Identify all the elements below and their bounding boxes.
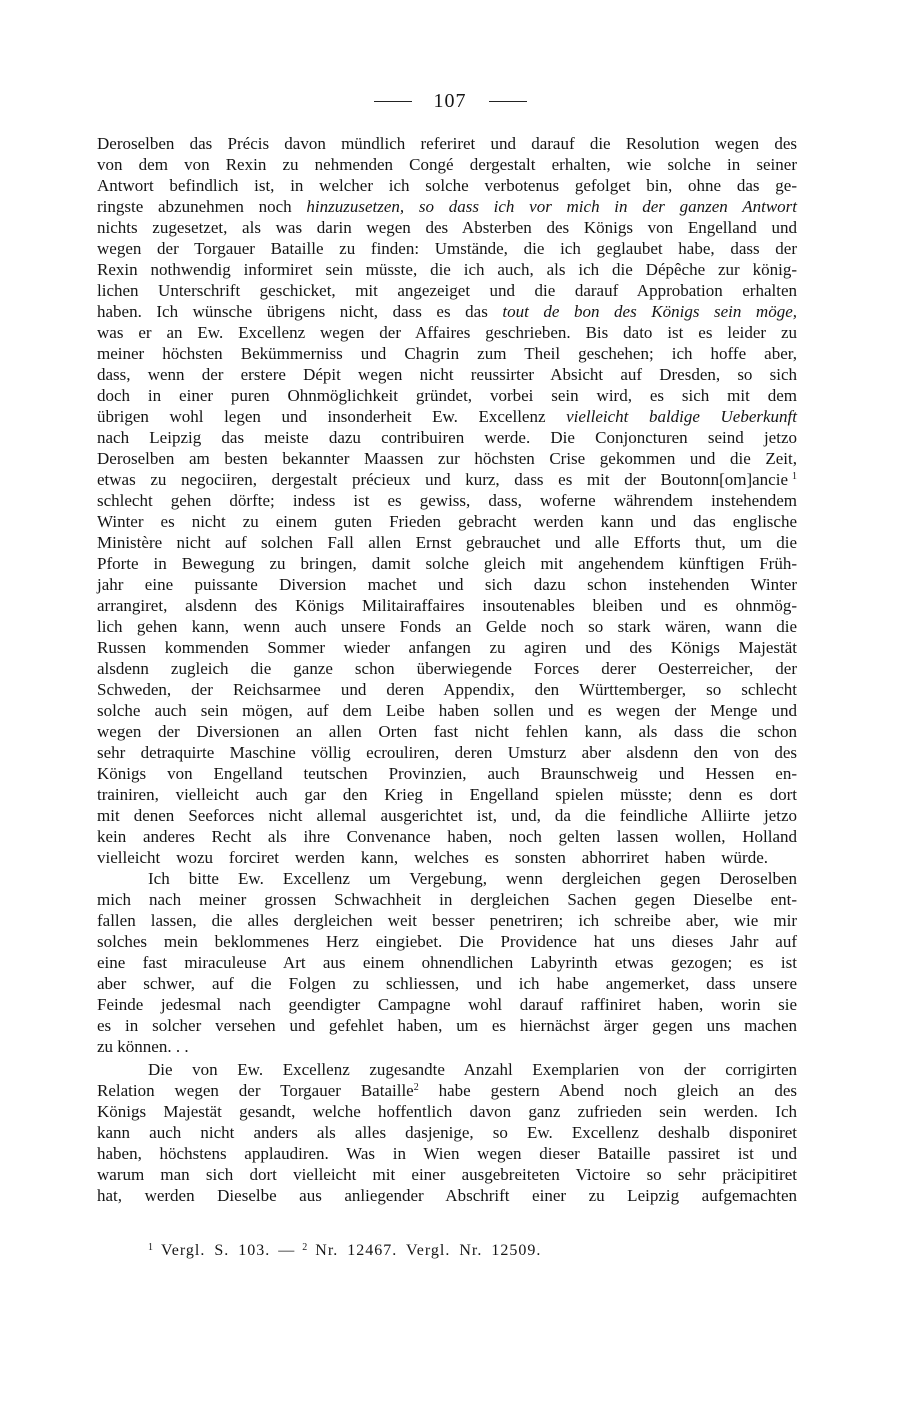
- footnote-2: [302, 1242, 541, 1259]
- text-line: Feinde jedesmal nach geendigter Campagne wohl darauf raffiniret haben, worin sie: [97, 995, 797, 1014]
- text-line: meiner höchsten Bekümmerniss und Chagrin zum Theil geschehen; ich hoffe aber,: [97, 344, 797, 363]
- page-number: 107: [433, 90, 467, 112]
- text-line: Schweden, der Reichsarmee und deren Appendix, den Württemberger, so schlecht: [97, 680, 797, 699]
- text-line: Pforte in Bewegung zu bringen, damit solche gleich mit angehendem künftigen Früh-: [97, 554, 797, 573]
- text-segment: haben. Ich wünsche übrigens nicht, dass es das: [97, 302, 503, 321]
- text-line: trainiren, vielleicht auch gar den Krieg in Engelland spielen müsste; denn es dort: [97, 785, 797, 804]
- text-line: solche auch sein mögen, auf dem Leibe haben sollen und es wegen der Menge und: [97, 701, 797, 720]
- text-line: Königs von Engelland teutschen Provinzien, auch Braunschweig und Hessen en-: [97, 764, 797, 783]
- text-line: lich gehen kann, wenn auch unsere Fonds an Gelde noch so stark wären, wann die: [97, 617, 797, 636]
- text-line: sehr detraquirte Maschine völlig ecrouliren, deren Umsturz aber alsdenn den von des: [97, 743, 797, 762]
- italic-text: vielleicht baldige Ueberkunft: [566, 407, 797, 426]
- text-line: es in solcher versehen und gefehlet haben, um es hiernächst ärger gegen uns machen: [97, 1016, 797, 1035]
- text-line: lichen Unterschrift geschicket, mit angezeiget und die darauf Approbation erhalten: [97, 281, 797, 300]
- text-line: Russen kommenden Sommer wieder anfangen zu agiren und des Königs Majestät: [97, 638, 797, 657]
- text-line: kann auch nicht anders als alles dasjenige, so Ew. Excellenz deshalb disponiret: [97, 1123, 797, 1142]
- footnote-text: Nr. 12467. Vergl. Nr. 12509.: [315, 1242, 542, 1259]
- text-line: aber schwer, auf die Folgen zu schliessen, und ich habe angemerket, dass unsere: [97, 974, 797, 993]
- paragraph: [97, 868, 797, 1057]
- text-line: [97, 406, 797, 427]
- paragraph: [97, 1059, 797, 1206]
- text-line: Ich bitte Ew. Excellenz um Vergebung, wenn dergleichen gegen Deroselben: [148, 869, 797, 888]
- text-line: was er an Ew. Excellenz wegen der Affaires geschrieben. Bis dato ist es leider zu: [97, 323, 797, 342]
- header-rule-left: [374, 101, 412, 102]
- text-line: Königs Majestät gesandt, welche hoffentlich davon ganz zufrieden sein werden. Ich: [97, 1102, 797, 1121]
- text-line: mich nach meiner grossen Schwachheit in dergleichen Sachen gegen Dieselbe ent-: [97, 890, 797, 909]
- footnote-separator: —: [278, 1242, 295, 1259]
- text-line: jahr eine puissante Diversion machet und sich dazu schon instehenden Winter: [97, 575, 797, 594]
- text-line: doch in einer puren Ohnmöglichkeit gründet, vorbei sein wird, es sich mit dem: [97, 386, 797, 405]
- text-segment: übrigen wohl legen und insonderheit Ew. Excellenz: [97, 407, 567, 426]
- text-line: mit denen Seeforces nicht allemal ausgerichtet ist, und, da die feindliche Alliirte jetzo: [97, 806, 797, 825]
- text-line: warum man sich dort vielleicht mit einer ausgebreiteten Victoire so sehr präcipitiret: [97, 1165, 797, 1184]
- footnote-text: Vergl. S. 103.: [161, 1242, 271, 1259]
- body-text: [97, 133, 797, 1206]
- text-line: arrangiret, alsdenn des Königs Militairaffaires insoutenables bleiben und es ohnmög-: [97, 596, 797, 615]
- text-line: Die von Ew. Excellenz zugesandte Anzahl Exemplarien von der corrigirten: [148, 1060, 797, 1079]
- text-line: nichts zugesetzet, als was darin wegen des Absterben des Königs von Engelland und: [97, 218, 797, 237]
- text-line: wegen der Diversionen an allen Orten fast nicht fehlen kann, als dass die schon: [97, 722, 797, 741]
- text-line: Deroselben am besten bekannter Maassen zur höchsten Crise gekommen und die Zeit,: [97, 449, 797, 468]
- footnotes: [148, 1241, 541, 1261]
- text-line: [97, 469, 797, 490]
- footnote-mark: 2: [302, 1242, 308, 1253]
- text-line: eine fast miraculeuse Art aus einem ohnendlichen Labyrinth etwas gezogen; es ist: [97, 953, 797, 972]
- text-line: alsdenn zugleich die ganze schon überwiegende Forces derer Oesterreicher, der: [97, 659, 797, 678]
- footnote-ref: 2: [413, 1082, 419, 1093]
- text-line: Rexin nothwendig informiret sein müsste, die ich auch, als ich die Dépêche zur könig-: [97, 260, 797, 279]
- text-line: kein anderes Recht als ihre Convenance haben, noch gelten lassen wollen, Holland: [97, 827, 797, 846]
- text-line: [97, 196, 797, 217]
- italic-text: hinzuzusetzen, so dass ich vor mich in der ganzen Antwort: [306, 197, 797, 216]
- text-segment: ringste abzunehmen noch: [97, 197, 307, 216]
- text-line: hat, werden Dieselbe aus anliegender Abschrift einer zu Leipzig aufgemachten: [97, 1186, 797, 1205]
- text-line: [97, 301, 797, 322]
- text-line: Deroselben das Précis davon mündlich referiret und darauf die Resolution wegen des: [97, 134, 797, 153]
- italic-text: tout de bon des Königs sein möge,: [502, 302, 797, 321]
- footnote-mark: 1: [148, 1242, 153, 1253]
- text-line: [97, 1080, 797, 1101]
- text-line: solches mein beklommenes Herz eingiebet. Die Providence hat uns dieses Jahr auf: [97, 932, 797, 951]
- text-line: Ministère nicht auf solchen Fall allen Ernst gebrauchet und alle Efforts thut, um die: [97, 533, 797, 552]
- text-line: nach Leipzig das meiste dazu contribuiren werde. Die Conjoncturen seind jetzo: [97, 428, 797, 447]
- text-line: wegen der Torgauer Bataille zu finden: Umstände, die ich geglaubet habe, dass der: [97, 239, 797, 258]
- text-segment: etwas zu negociiren, dergestalt précieux und kurz, dass es mit der Boutonn[om]ancie: [97, 470, 788, 489]
- text-line: fallen lassen, die alles dergleichen weit besser penetriren; ich schreibe aber, wie mir: [97, 911, 797, 930]
- footnote-ref: 1: [792, 471, 797, 482]
- running-header: [0, 89, 900, 113]
- text-line: haben, höchstens applaudiren. Was in Wien wegen dieser Bataille passiret ist und: [97, 1144, 797, 1163]
- text-line: Antwort befindlich ist, in welcher ich solche verbotenus gefolget bin, ohne das ge-: [97, 176, 797, 195]
- text-line: zu können. . .: [97, 1037, 189, 1056]
- paragraph: [97, 133, 797, 868]
- text-segment: Relation wegen der Torgauer Bataille: [97, 1081, 414, 1100]
- text-line: von dem von Rexin zu nehmenden Congé dergestalt erhalten, wie solche in seiner: [97, 155, 797, 174]
- text-line: Winter es nicht zu einem guten Frieden gebracht werden kann und das englische: [97, 512, 797, 531]
- text-segment: habe gestern Abend noch gleich an des: [418, 1081, 797, 1100]
- header-rule-right: [489, 101, 527, 102]
- text-line: schlecht gehen dörfte; indess ist es gewiss, dass, woferne währendem instehendem: [97, 491, 797, 510]
- text-line: dass, wenn der erstere Dépit wegen nicht reussirter Absicht auf Dresden, so sich: [97, 365, 797, 384]
- footnote-1: [148, 1242, 270, 1259]
- text-line: vielleicht wozu forciret werden kann, welches es sonsten abhorriret haben würde.: [97, 848, 768, 867]
